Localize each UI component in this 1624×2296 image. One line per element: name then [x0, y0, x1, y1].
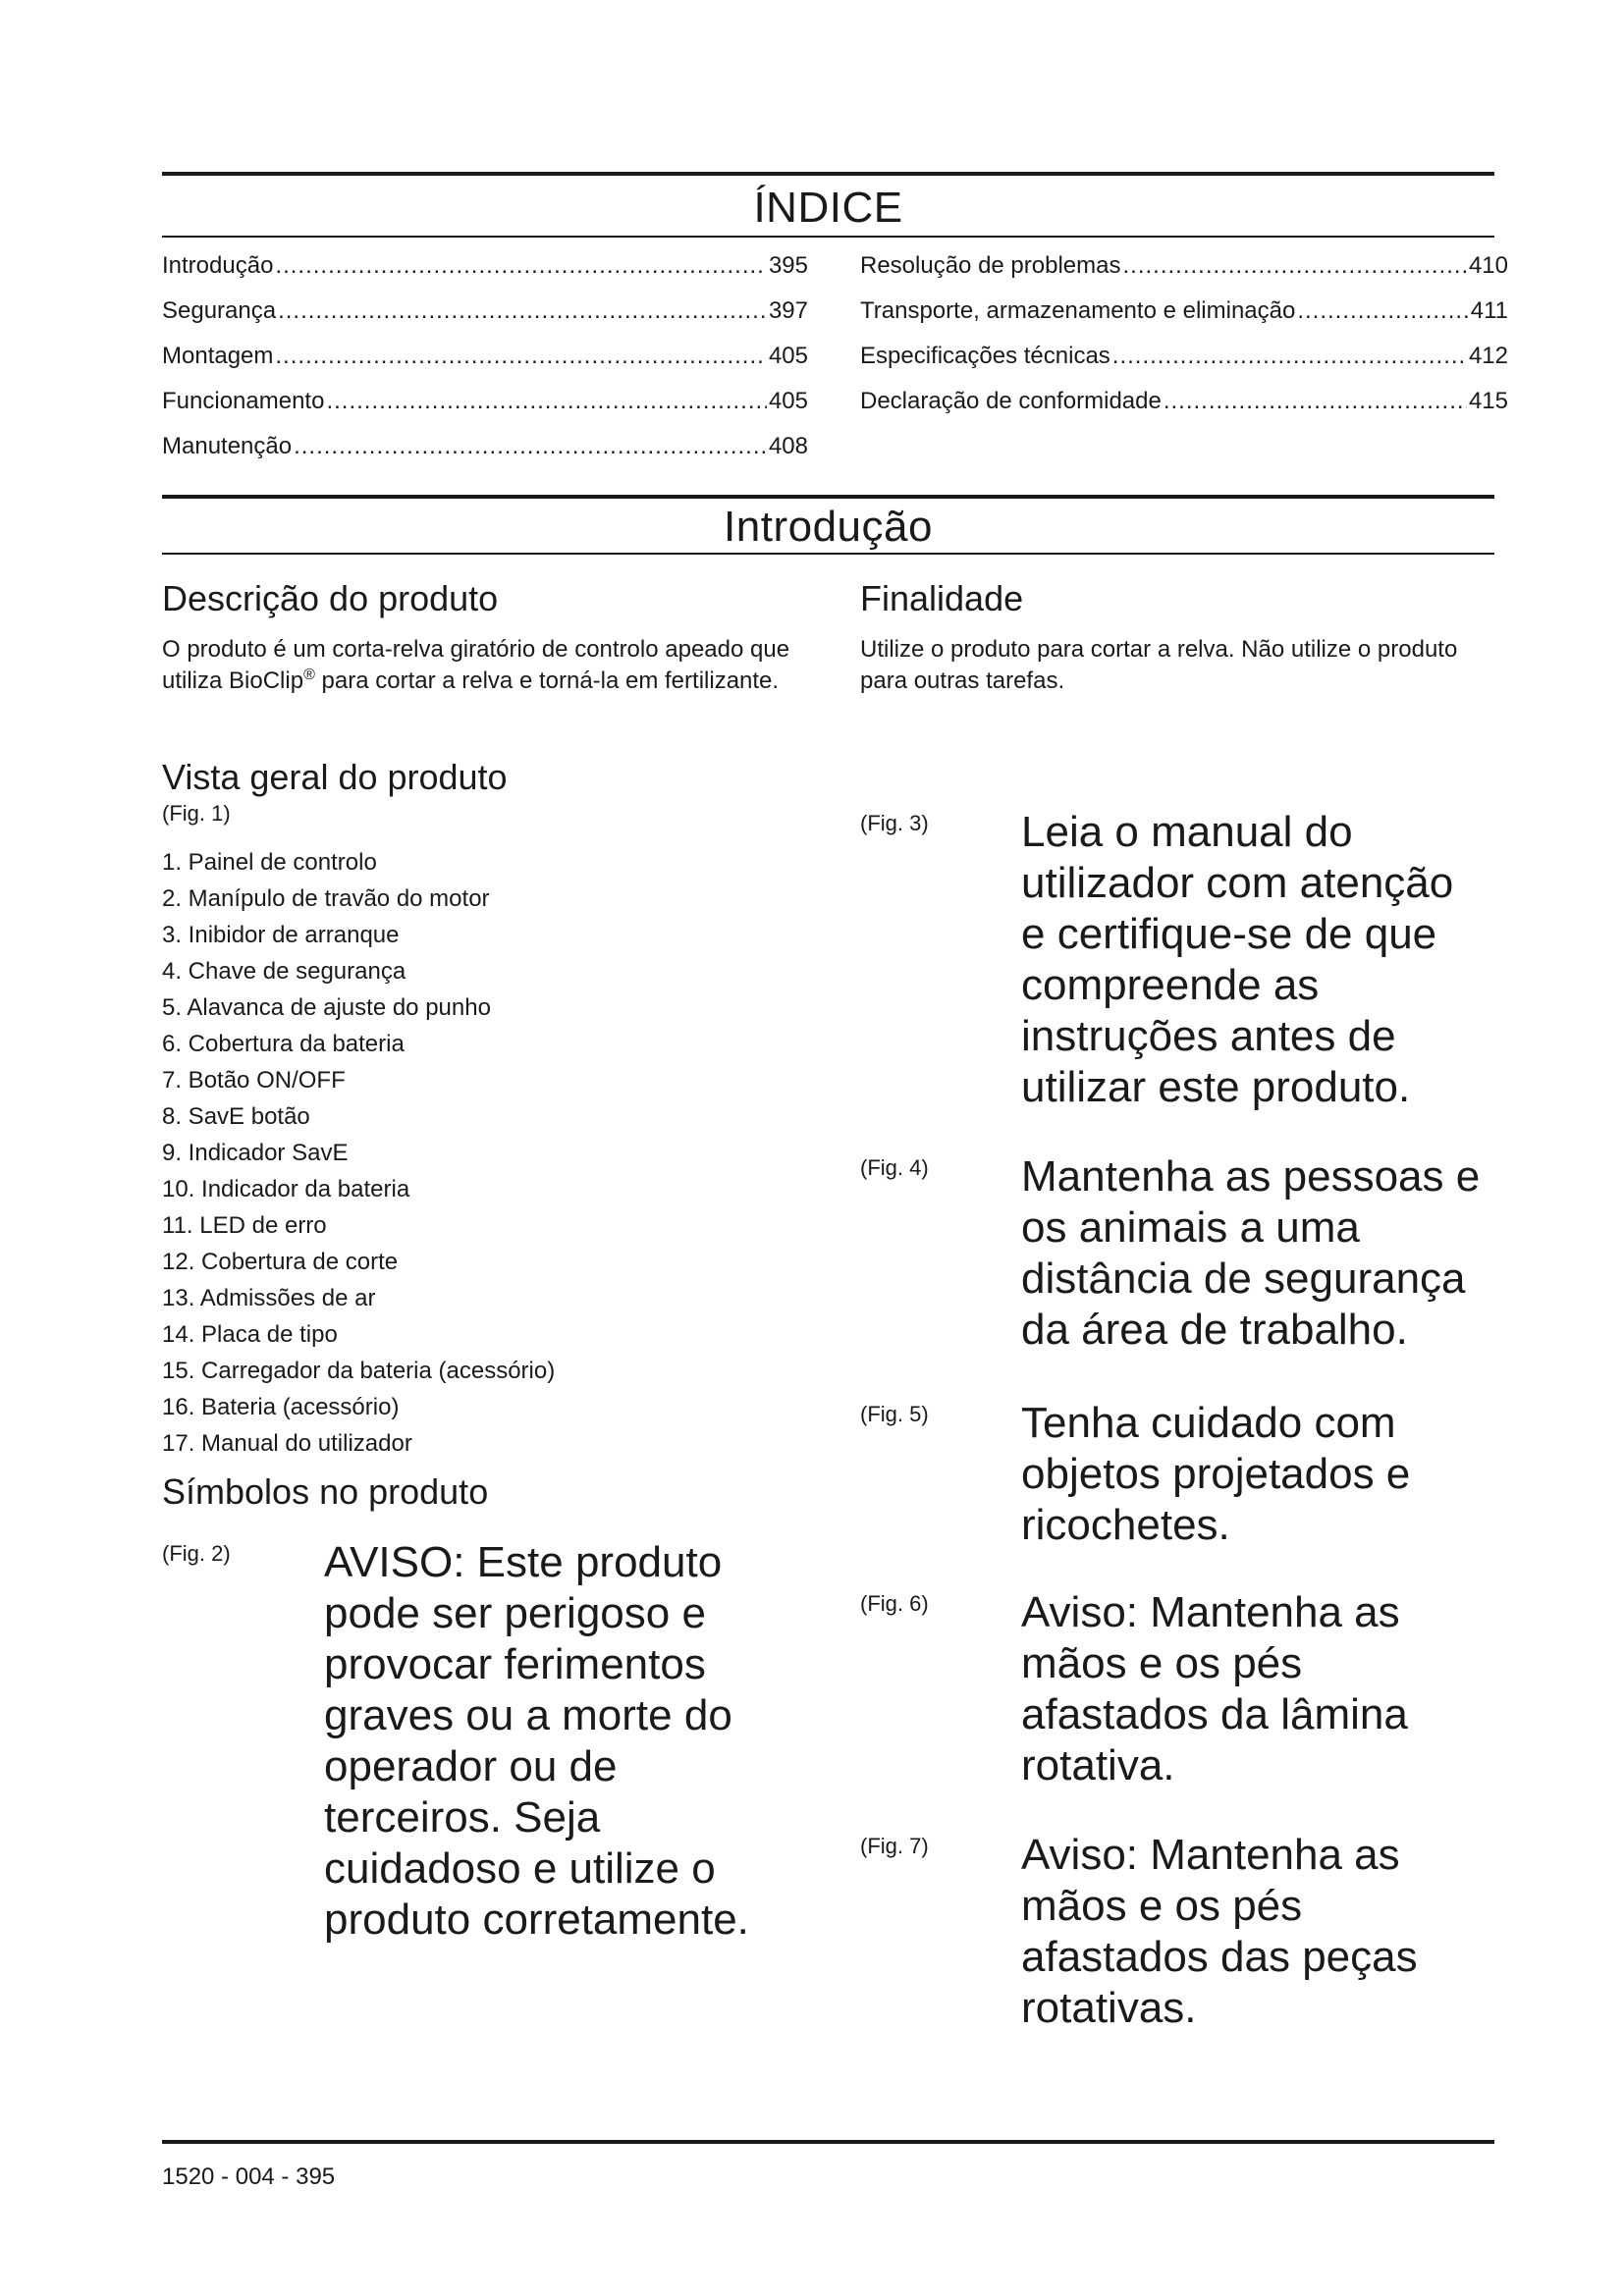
overview-heading: Vista geral do produto: [162, 757, 508, 797]
list-item: 12. Cobertura de corte: [162, 1249, 399, 1275]
symbol-fig-ref: (Fig. 4): [860, 1155, 929, 1180]
symbol-fig-ref: (Fig. 3): [860, 811, 929, 835]
symbol-warning-text: AVISO: Este produto pode ser perigoso e provocar ferimentos graves ou a morte do operador ou de terceiros. Seja cuidadoso e utilize o produto corretamente.: [324, 1538, 749, 1944]
toc-entry[interactable]: Transporte, armazenamento e eliminação ..... 411: [860, 299, 1508, 345]
page-number: 1520 - 004 - 395: [162, 2163, 336, 2190]
list-item: 16. Bateria (acessório): [162, 1394, 400, 1420]
list-item: 6. Cobertura da bateria: [162, 1031, 405, 1057]
list-item: 1. Painel de controlo: [162, 849, 377, 876]
list-item: 4. Chave de segurança: [162, 958, 406, 985]
toc-entry[interactable]: Manutenção ..... 408: [162, 435, 808, 480]
symbol-projectiles-text: Tenha cuidado com objetos projetados e ricochetes.: [1021, 1399, 1411, 1549]
list-item: 17. Manual do utilizador: [162, 1430, 412, 1457]
list-item: 14. Placa de tipo: [162, 1321, 338, 1348]
description-heading: Descrição do produto: [162, 578, 499, 618]
intro-top-rule: [162, 495, 1494, 499]
toc-entry[interactable]: Segurança ..... 397: [162, 299, 808, 345]
toc-entry[interactable]: Montagem ..... 405: [162, 345, 808, 390]
list-item: 10. Indicador da bateria: [162, 1176, 410, 1202]
symbol-fig-ref: (Fig. 6): [860, 1591, 929, 1616]
symbol-rotating-parts-text: Aviso: Mantenha as mãos e os pés afastados das peças rotativas.: [1021, 1831, 1418, 2032]
symbol-fig-ref: (Fig. 5): [860, 1402, 929, 1426]
symbol-fig-ref: (Fig. 2): [162, 1541, 231, 1566]
toc-top-rule: [162, 172, 1494, 176]
symbol-fig-ref: (Fig. 7): [860, 1834, 929, 1858]
overview-fig-ref: (Fig. 1): [162, 801, 231, 826]
toc-left-column: [162, 254, 808, 480]
toc-entry[interactable]: Declaração de conformidade ..... 415: [860, 390, 1508, 435]
list-item: 8. SavE botão: [162, 1103, 310, 1130]
symbol-blade-text: Aviso: Mantenha as mãos e os pés afastados da lâmina rotativa.: [1021, 1588, 1408, 1789]
list-item: 5. Alavanca de ajuste do punho: [162, 994, 491, 1021]
symbols-heading: Símbolos no produto: [162, 1471, 489, 1512]
toc-bottom-rule: [162, 236, 1494, 238]
intro-bottom-rule: [162, 553, 1494, 555]
parts-list: [162, 844, 555, 1462]
description-text: O produto é um corta-relva giratório de controlo apeado que utiliza BioClip® para cortar a relva e torná-la em fertilizante.: [162, 636, 790, 694]
list-item: 3. Inibidor de arranque: [162, 922, 400, 948]
purpose-heading: Finalidade: [860, 578, 1024, 618]
list-item: 2. Manípulo de travão do motor: [162, 885, 490, 912]
toc-entry[interactable]: Especificações técnicas ..... 412: [860, 345, 1508, 390]
list-item: 7. Botão ON/OFF: [162, 1067, 346, 1094]
purpose-text: Utilize o produto para cortar a relva. Não utilize o produto para outras tarefas.: [860, 636, 1458, 694]
toc-title: ÍNDICE: [753, 184, 903, 232]
symbol-distance-text: Mantenha as pessoas e os animais a uma distância de segurança da área de trabalho.: [1021, 1152, 1481, 1354]
list-item: 15. Carregador da bateria (acessório): [162, 1358, 556, 1384]
list-item: 13. Admissões de ar: [162, 1285, 376, 1311]
symbol-manual-text: Leia o manual do utilizador com atenção e certifique-se de que compreende as instruções antes de utilizar este produto.: [1021, 808, 1454, 1111]
list-item: 11. LED de erro: [162, 1212, 327, 1239]
intro-title: Introdução: [724, 503, 933, 551]
toc-entry[interactable]: Funcionamento ..... 405: [162, 390, 808, 435]
footer-rule: [162, 2140, 1494, 2144]
toc-right-column: [860, 254, 1508, 435]
toc-entry[interactable]: Introdução ..... 395: [162, 254, 808, 299]
toc-entry[interactable]: Resolução de problemas ..... 410: [860, 254, 1508, 299]
list-item: 9. Indicador SavE: [162, 1140, 349, 1166]
